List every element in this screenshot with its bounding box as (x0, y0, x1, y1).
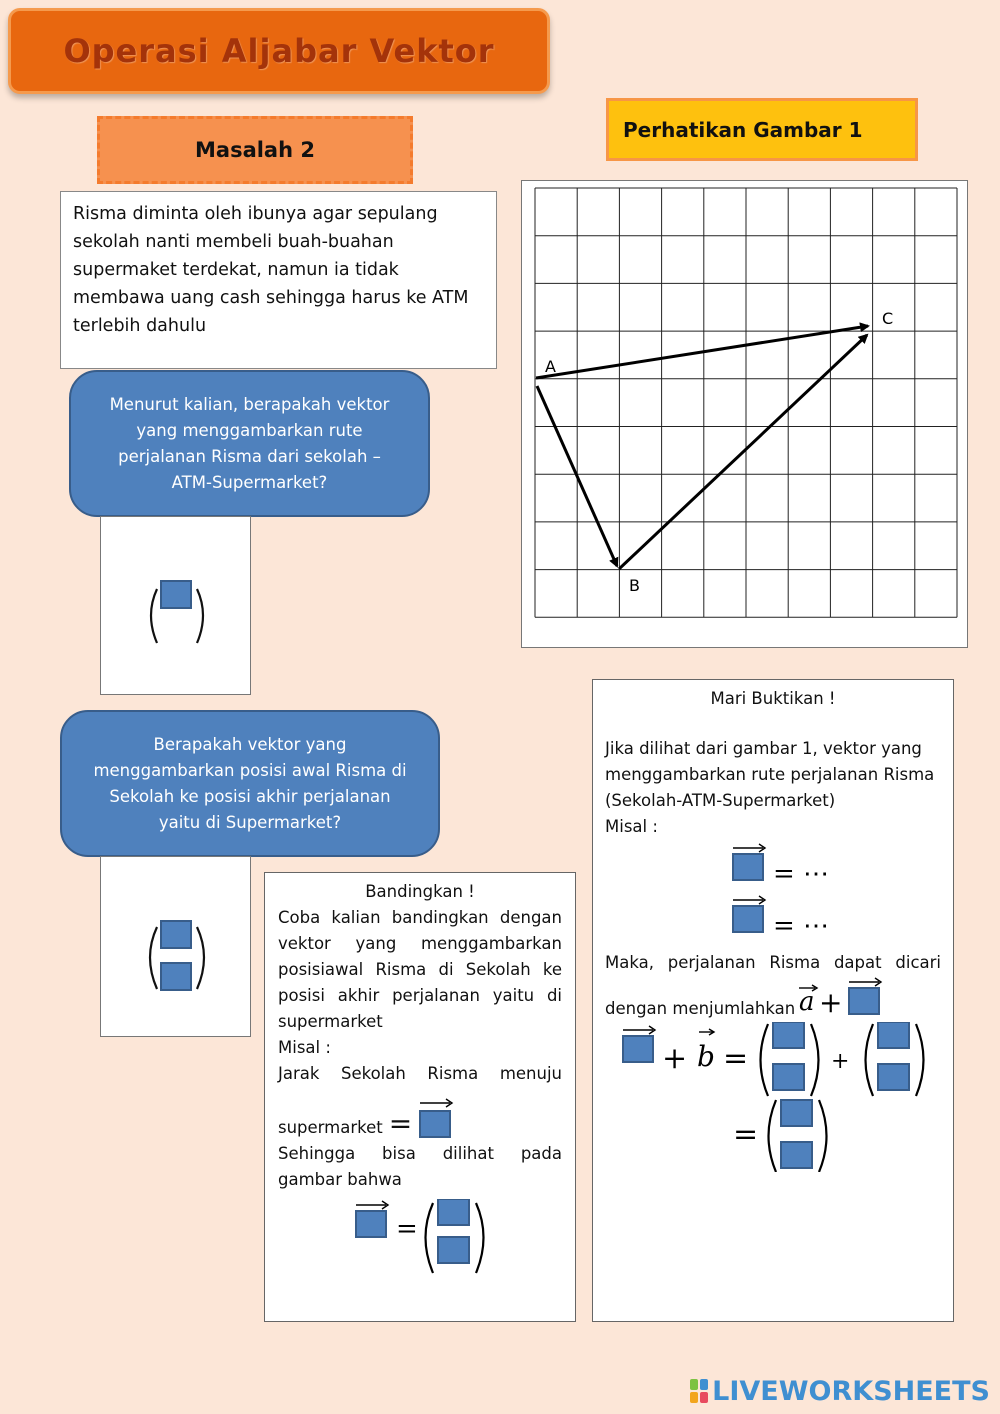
compare-box (264, 872, 576, 1322)
compare-misal: Misal : (278, 1038, 331, 1057)
compare-equals: = (388, 1107, 413, 1140)
question-2-bubble (60, 710, 440, 857)
answer-input-1[interactable] (161, 581, 191, 608)
question-2-text: Berapakah vektor yang menggambarkan posisi awal Risma di Sekolah ke posisi akhir perjalanan yaitu di Supermarket? (93, 734, 407, 832)
point-c-label: C (882, 309, 894, 328)
compare-eq-input-top[interactable] (438, 1199, 469, 1225)
compare-vector-input (418, 1097, 454, 1141)
compare-paragraph: Coba kalian bandingkan dengan vektor yang menggambarkan posisiawal Risma di Sekolah ke posisi akhir perjalanan yaitu di supermarket (278, 908, 562, 1031)
prove-result-top[interactable] (781, 1100, 812, 1126)
paren-right (197, 927, 204, 989)
compare-sehingga: Sehingga bisa dilihat pada gambar bahwa (278, 1144, 562, 1189)
prove-equation (605, 1022, 941, 1172)
point-b-label: B (629, 576, 640, 595)
prove-vec-b: b (697, 1040, 715, 1073)
prove-misal: Misal : (605, 817, 658, 836)
compare-jarak: Jarak Sekolah Risma menuju (278, 1064, 562, 1083)
prove-sum-input[interactable] (849, 988, 879, 1014)
prove-eq-plus-1: + (662, 1041, 688, 1076)
compare-eq-sign: = (396, 1214, 418, 1244)
prove-sum-row (605, 976, 941, 1022)
prove-title: Mari Buktikan ! (710, 689, 836, 708)
prove-box (592, 679, 954, 1322)
grid-lines (535, 188, 957, 617)
prove-misal-input-1[interactable] (733, 854, 763, 880)
prove-misal-rhs-2: = ⋯ (773, 911, 830, 941)
prove-eq-col2-top[interactable] (878, 1022, 909, 1048)
answer-box-1 (100, 516, 251, 695)
figure-label (606, 98, 918, 161)
prove-eq-plus-2: + (831, 1049, 850, 1074)
prove-paragraph: Jika dilihat dari gambar 1, vektor yang menggambarkan rute perjalanan Risma (Sekolah-ATM-Supermarket) (605, 739, 935, 810)
vector-b-to-c (619, 335, 867, 569)
problem-label (97, 116, 413, 184)
title-banner (8, 8, 550, 94)
compare-title: Bandingkan ! (365, 882, 475, 901)
prove-sum-vectors (795, 976, 895, 1022)
compare-eq-input-bottom[interactable] (438, 1237, 469, 1263)
question-1-bubble (69, 370, 430, 517)
point-a-label: A (545, 357, 556, 376)
answer-input-2-top[interactable] (161, 921, 191, 948)
compare-eq-vector-box[interactable] (356, 1211, 386, 1237)
paren-right (197, 589, 203, 643)
figure-label-text: Perhatikan Gambar 1 (623, 117, 863, 142)
compare-supermarket-label: supermarket (278, 1118, 383, 1137)
figure-1-grid (522, 181, 969, 649)
prove-eq-col2-bottom[interactable] (878, 1064, 909, 1090)
prove-eq-col1-top[interactable] (773, 1022, 804, 1048)
prove-vec-a: a (799, 987, 815, 1017)
prove-eq-input-1[interactable] (623, 1036, 653, 1062)
prove-misal-equations (605, 840, 941, 950)
answer-box-2 (100, 856, 251, 1037)
problem-label-text: Masalah 2 (195, 138, 315, 162)
prove-maka: Maka, perjalanan Risma dapat dicari (605, 953, 941, 972)
vector-answer-2 (101, 857, 252, 1038)
prove-eq-sign-1: = (723, 1041, 749, 1076)
compare-vector-box[interactable] (420, 1111, 450, 1137)
figure-1-panel (521, 180, 968, 648)
prove-misal-rhs-1: = ⋯ (773, 859, 830, 889)
paren-left (151, 589, 157, 643)
prove-misal-input-2[interactable] (733, 906, 763, 932)
compare-supermarket-row (278, 1087, 562, 1141)
prove-dengan: dengan menjumlahkan (605, 999, 796, 1018)
liveworksheets-logo-icon (690, 1379, 708, 1403)
problem-text: Risma diminta oleh ibunya agar sepulang sekolah nanti membeli buah-buahan supermaket terdekat, namun ia tidak membawa uang cash sehingga harus ke ATM terlebih dahulu (73, 204, 469, 336)
prove-plus: + (819, 986, 843, 1019)
liveworksheets-watermark (690, 1374, 990, 1408)
answer-input-2-bottom[interactable] (161, 963, 191, 990)
prove-result-bottom[interactable] (781, 1142, 812, 1168)
compare-equation (278, 1199, 564, 1279)
prove-eq-col1-bottom[interactable] (773, 1064, 804, 1090)
watermark-text: LIVEWORKSHEETS (712, 1375, 990, 1407)
vector-answer-1 (101, 517, 252, 696)
paren-left (150, 927, 157, 989)
prove-eq-sign-2: = (733, 1117, 759, 1152)
page-title: Operasi Aljabar Vektor (63, 32, 495, 70)
vector-a-to-c (536, 326, 868, 378)
question-1-text: Menurut kalian, berapakah vektor yang menggambarkan rute perjalanan Risma dari sekolah – ATM-Supermarket? (109, 394, 390, 492)
problem-text-box (60, 191, 497, 369)
